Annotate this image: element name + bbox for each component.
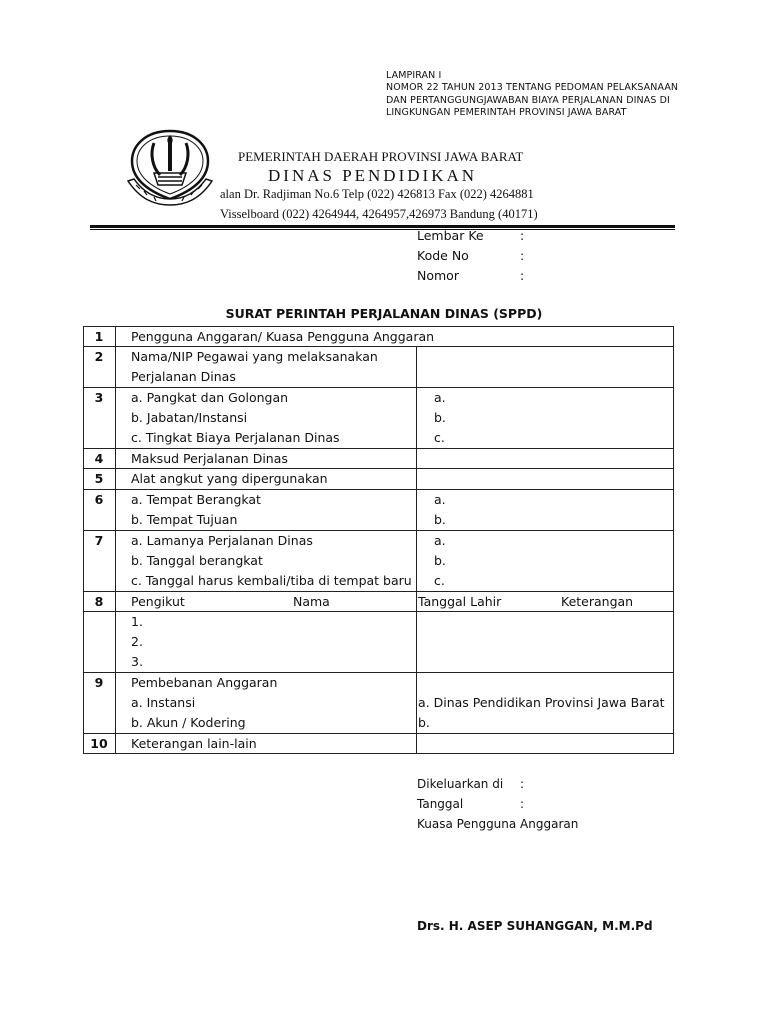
- row-number: 5: [94, 471, 104, 486]
- row-value: a.: [434, 533, 446, 548]
- signer-name: Drs. H. ASEP SUHANGGAN, M.M.Pd: [417, 919, 653, 933]
- row-label: Pengikut: [131, 594, 185, 609]
- document-title: SURAT PERINTAH PERJALANAN DINAS (SPPD): [225, 306, 543, 321]
- row-label: b. Jabatan/Instansi: [131, 410, 248, 425]
- row-label: b. Akun / Kodering: [131, 715, 246, 730]
- row-label: Pengguna Anggaran/ Kuasa Pengguna Anggaran: [131, 329, 435, 344]
- sig-jabatan: Kuasa Pengguna Anggaran: [417, 817, 579, 831]
- row-value: a.: [434, 390, 446, 405]
- row-value: b.: [418, 715, 430, 730]
- pengikut-keterangan-header: Keterangan: [561, 594, 634, 609]
- row-value: c.: [434, 573, 445, 588]
- lampiran-line: NOMOR 22 TAHUN 2013 TENTANG PEDOMAN PELAKSANAAN: [386, 82, 679, 94]
- row-label: Nama/NIP Pegawai yang melaksanakan: [131, 349, 378, 364]
- meta-label: Lembar Ke: [417, 228, 484, 243]
- lampiran-line: LAMPIRAN I: [386, 70, 442, 81]
- row-value: b.: [434, 553, 446, 568]
- row-label: a. Tempat Berangkat: [131, 492, 261, 507]
- kop-dinas: DINAS PENDIDIKAN: [268, 166, 478, 185]
- row-value: a. Dinas Pendidikan Provinsi Jawa Barat: [418, 695, 665, 710]
- row-number: 6: [94, 492, 104, 507]
- pengikut-item: 3.: [131, 654, 143, 669]
- kop-alamat: alan Dr. Radjiman No.6 Telp (022) 426813 Fax (022) 4264881: [220, 187, 534, 201]
- tanggal: [417, 797, 524, 811]
- row-label: c. Tanggal harus kembali/tiba di tempat baru: [131, 573, 412, 588]
- lampiran-block: [386, 70, 686, 120]
- meta-label: Nomor: [417, 268, 459, 283]
- row-label: Maksud Perjalanan Dinas: [131, 451, 288, 466]
- row-label: Pembebanan Anggaran: [131, 675, 278, 690]
- sig-separator: :: [520, 797, 525, 811]
- sig-label: Tanggal: [417, 797, 464, 811]
- row-label: a. Lamanya Perjalanan Dinas: [131, 533, 313, 548]
- meta-separator: :: [520, 268, 525, 283]
- row-label: b. Tempat Tujuan: [131, 512, 238, 527]
- lampiran-line: LINGKUNGAN PEMERINTAH PROVINSI JAWA BARAT: [386, 107, 627, 119]
- row-label: Perjalanan Dinas: [131, 369, 236, 384]
- kop-divider-thick: [90, 225, 675, 228]
- row-label: Keterangan lain-lain: [131, 736, 257, 751]
- row-number: 3: [94, 390, 104, 405]
- row-number: 4: [94, 451, 104, 466]
- west-java-emblem-icon: [124, 127, 216, 207]
- table-col-divider: [115, 326, 116, 754]
- row-number: 10: [90, 736, 108, 751]
- sig-label: Dikeluarkan di: [417, 777, 504, 791]
- row-number: 2: [94, 349, 104, 364]
- pengikut-item: 1.: [131, 614, 143, 629]
- pengikut-nama-header: Nama: [293, 594, 330, 609]
- lampiran-line: DAN PERTANGGUNGJAWABAN BIAYA PERJALANAN DINAS DI: [386, 94, 670, 106]
- row-number: 9: [94, 675, 104, 690]
- row-value: b.: [434, 512, 446, 527]
- row-value: c.: [434, 430, 445, 445]
- pengikut-tanggal-lahir-header: Tanggal Lahir: [418, 594, 502, 609]
- meta-separator: :: [520, 248, 525, 263]
- meta-separator: :: [520, 228, 525, 243]
- table-border-right: [673, 326, 674, 754]
- row-label: a. Pangkat dan Golongan: [131, 390, 289, 405]
- kop-pemerintah: PEMERINTAH DAERAH PROVINSI JAWA BARAT: [238, 149, 524, 164]
- table-col-divider: [416, 346, 417, 754]
- row-value: b.: [434, 410, 446, 425]
- meta-label: Kode No: [417, 248, 469, 263]
- meta-kode-no: [417, 248, 524, 263]
- row-label: c. Tingkat Biaya Perjalanan Dinas: [131, 430, 340, 445]
- row-number: 8: [94, 594, 104, 609]
- meta-nomor: [417, 268, 524, 283]
- meta-lembar-ke: [417, 228, 524, 243]
- row-label: a. Instansi: [131, 695, 196, 710]
- sig-separator: :: [520, 777, 525, 791]
- row-label: Alat angkut yang dipergunakan: [131, 471, 328, 486]
- dikeluarkan-di: [417, 777, 524, 791]
- row-number: 1: [94, 329, 104, 344]
- pengikut-item: 2.: [131, 634, 143, 649]
- row-number: 7: [94, 533, 104, 548]
- row-value: a.: [434, 492, 446, 507]
- kop-divider-thin: [90, 229, 675, 230]
- kop-kontak: Visselboard (022) 4264944, 4264957,426973 Bandung (40171): [220, 207, 538, 221]
- row-label: b. Tanggal berangkat: [131, 553, 263, 568]
